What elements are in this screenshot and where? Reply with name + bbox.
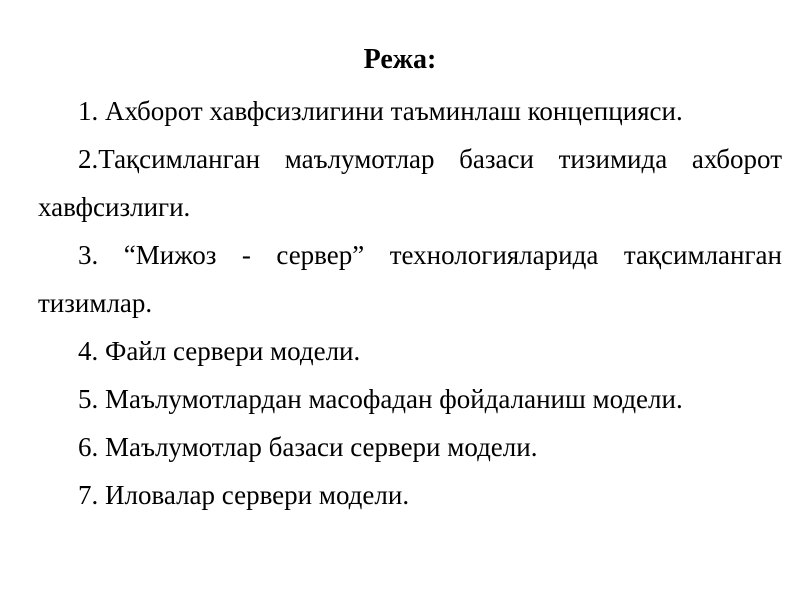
plan-item-6: 6. Маълумотлар базаси сервери модели. [78,432,538,462]
plan-item-7: 7. Иловалар сервери модели. [78,480,410,510]
plan-item-3: 3. “Мижоз - сервер” технологияларида тақсимланган тизимлар. [38,240,782,318]
plan-item-5: 5. Маълумотлардан масофадан фойдаланиш модели. [78,384,683,414]
page-title: Режа: [363,44,437,75]
plan-item-2: 2.Тақсимланган маълумотлар базаси тизимида ахборот хавфсизлиги. [38,144,782,222]
plan-item-1: 1. Ахборот хавфсизлигини таъминлаш концепцияси. [78,96,683,126]
plan-list [38,87,782,519]
plan-item-4: 4. Файл сервери модели. [78,336,361,366]
